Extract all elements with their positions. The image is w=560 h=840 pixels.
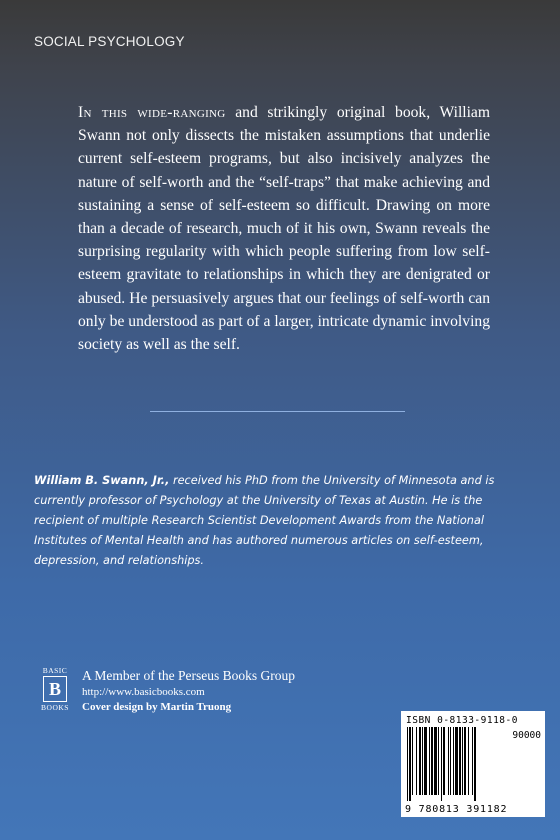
barcode-bar — [474, 727, 476, 801]
isbn-text: ISBN 0-8133-9118-0 — [406, 715, 518, 726]
barcode-bar — [424, 727, 427, 795]
barcode-bar — [468, 727, 469, 795]
barcode-bars — [407, 727, 507, 801]
barcode-bar — [441, 727, 442, 801]
basic-books-logo — [36, 666, 74, 712]
barcode-bar — [464, 727, 466, 795]
ean-text: 9 780813 391182 — [405, 804, 508, 815]
barcode-bar — [455, 727, 458, 795]
barcode-bar — [416, 727, 417, 795]
barcode-bar — [429, 727, 430, 795]
barcode-bar — [419, 727, 421, 795]
divider-rule — [150, 411, 405, 412]
publisher-url[interactable]: http://www.basicbooks.com — [82, 686, 205, 698]
logo-top-text: BASIC — [42, 666, 68, 675]
author-name: William B. Swann, Jr., — [34, 474, 170, 487]
barcode-bar — [462, 727, 463, 795]
barcode — [401, 711, 545, 817]
barcode-bar — [472, 727, 473, 795]
logo-bottom-text: BOOKS — [41, 703, 69, 712]
book-blurb — [78, 101, 490, 356]
price-code: 90000 — [512, 730, 541, 741]
barcode-bar — [438, 727, 439, 795]
logo-letter: B — [43, 676, 67, 702]
author-bio — [34, 471, 504, 571]
blurb-text: and strikingly original book, William Swann not only dissects the mistaken assumptions that underlie current self-esteem programs, but also incisively analyzes the nature of self-worth and the “self-traps” that make achieving and sustaining a sense of self-esteem so difficult. Drawing on more than a decade of research, much of it his own, Swann reveals the surprising regularity with which people suffering from low self-esteem gravitate to relationships in which they are denigrated or abused. He persuasively argues that our feelings of self-worth can only be understood as part of a larger, intricate dynamic involving society as well as the self. — [78, 104, 490, 354]
barcode-bar — [412, 727, 413, 795]
cover-design-credit: Cover design by Martin Truong — [82, 701, 232, 713]
barcode-bar — [409, 727, 411, 801]
barcode-bar — [450, 727, 451, 795]
barcode-bar — [459, 727, 461, 795]
barcode-bar — [448, 727, 449, 795]
barcode-bar — [422, 727, 423, 795]
category-label: SOCIAL PSYCHOLOGY — [34, 34, 185, 49]
bio-text: received his PhD from the University of Minnesota and is currently professor of Psychology at the University of Texas at Austin. He is the recipient of multiple Research Scientist Development Awards from the National Institutes of Mental Health and has authored numerous articles on self-esteem, depression, and relationships. — [34, 474, 495, 567]
barcode-bar — [431, 727, 433, 795]
barcode-bar — [407, 727, 408, 801]
publisher-info — [82, 667, 295, 715]
barcode-bar — [434, 727, 437, 795]
barcode-bar — [453, 727, 454, 795]
blurb-lead: In this wide-ranging — [78, 104, 226, 121]
publisher-member: A Member of the Perseus Books Group — [82, 668, 295, 683]
barcode-bar — [443, 727, 445, 795]
